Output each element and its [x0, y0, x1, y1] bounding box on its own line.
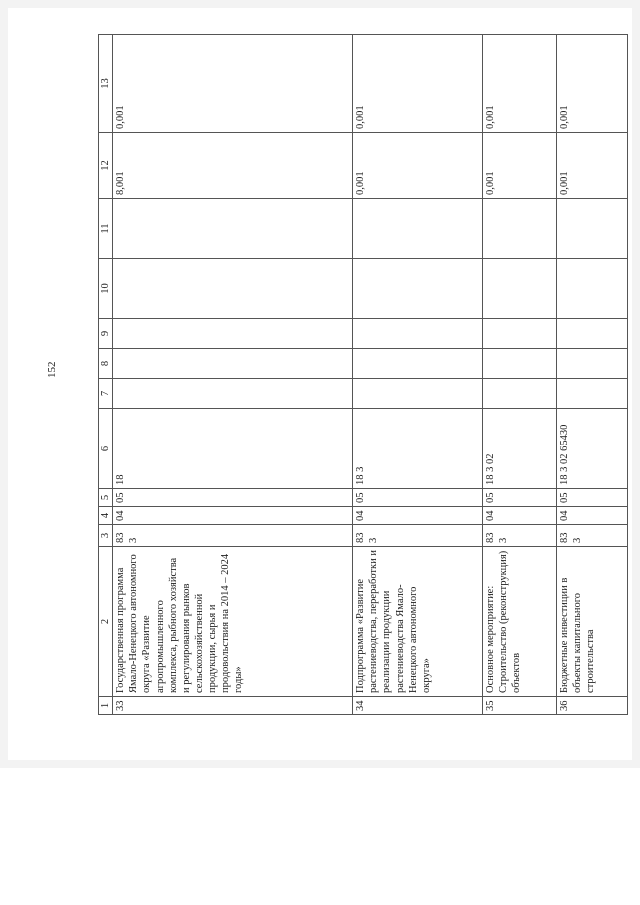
cell: [353, 349, 483, 379]
table-row: [113, 35, 353, 715]
column-header: 11: [99, 199, 113, 259]
cell: 05: [353, 489, 483, 507]
column-header: 12: [99, 133, 113, 199]
column-header: 2: [99, 547, 113, 697]
cell: [353, 319, 483, 349]
cell: 04: [557, 507, 628, 525]
cell: 04: [483, 507, 557, 525]
cell: 05: [557, 489, 628, 507]
column-header: 6: [99, 409, 113, 489]
row-number: 35: [483, 697, 557, 715]
row-name: Подпрограмма «Развитие растениеводства, переработки и реализации продукции растениеводства Ямало-Ненецкого автономного округа»: [353, 547, 483, 697]
column-header: 9: [99, 319, 113, 349]
budget-table: [98, 34, 628, 715]
cell: [557, 199, 628, 259]
cell: 0,001: [557, 35, 628, 133]
row-name: Бюджетные инвестиции в объекты капитального строительства: [557, 547, 628, 697]
cell: [353, 379, 483, 409]
cell: [483, 319, 557, 349]
cell: 0,001: [353, 35, 483, 133]
rotated-table-wrapper: [98, 35, 628, 715]
cell: 05: [483, 489, 557, 507]
row-number: 36: [557, 697, 628, 715]
cell: 0,001: [113, 35, 353, 133]
cell: 833: [113, 525, 353, 547]
column-header: 3: [99, 525, 113, 547]
cell: 0,001: [353, 133, 483, 199]
cell: 0,001: [557, 133, 628, 199]
row-number: 34: [353, 697, 483, 715]
cell: [483, 199, 557, 259]
column-header: 1: [99, 697, 113, 715]
cell: [557, 379, 628, 409]
cell: 18 3: [353, 409, 483, 489]
cell: [557, 349, 628, 379]
cell: 0,001: [483, 35, 557, 133]
cell: [557, 259, 628, 319]
cell: 05: [113, 489, 353, 507]
cell: 0,001: [483, 133, 557, 199]
table-row: [353, 35, 483, 715]
header-row: [99, 35, 113, 715]
cell: [483, 259, 557, 319]
column-header: 8: [99, 349, 113, 379]
column-header: 7: [99, 379, 113, 409]
cell: [113, 319, 353, 349]
cell: [113, 199, 353, 259]
cell: [557, 319, 628, 349]
column-header: 13: [99, 35, 113, 133]
cell: [483, 379, 557, 409]
cell: 833: [557, 525, 628, 547]
column-header: 4: [99, 507, 113, 525]
cell: 18: [113, 409, 353, 489]
cell: 18 3 02 65430: [557, 409, 628, 489]
row-number: 33: [113, 697, 353, 715]
table-row: [557, 35, 628, 715]
cell: [113, 259, 353, 319]
cell: 04: [353, 507, 483, 525]
cell: [353, 259, 483, 319]
cell: [353, 199, 483, 259]
table-row: [483, 35, 557, 715]
cell: [483, 349, 557, 379]
column-header: 10: [99, 259, 113, 319]
row-name: Государственная программа Ямало-Ненецкого автономного округа «Развитие агропромышленного комплекса, рыбного хозяйства и регулирования рынков сельскохозяйственной продукции, сырья и продовольствия на 2014 – 2024 годы»: [113, 547, 353, 697]
cell: [113, 349, 353, 379]
cell: 8,001: [113, 133, 353, 199]
row-name: Основное мероприятие: Строительство (реконструкция) объектов: [483, 547, 557, 697]
page-number: 152: [46, 361, 58, 378]
cell: [113, 379, 353, 409]
cell: 18 3 02: [483, 409, 557, 489]
column-header: 5: [99, 489, 113, 507]
cell: 04: [113, 507, 353, 525]
cell: 833: [483, 525, 557, 547]
cell: 833: [353, 525, 483, 547]
